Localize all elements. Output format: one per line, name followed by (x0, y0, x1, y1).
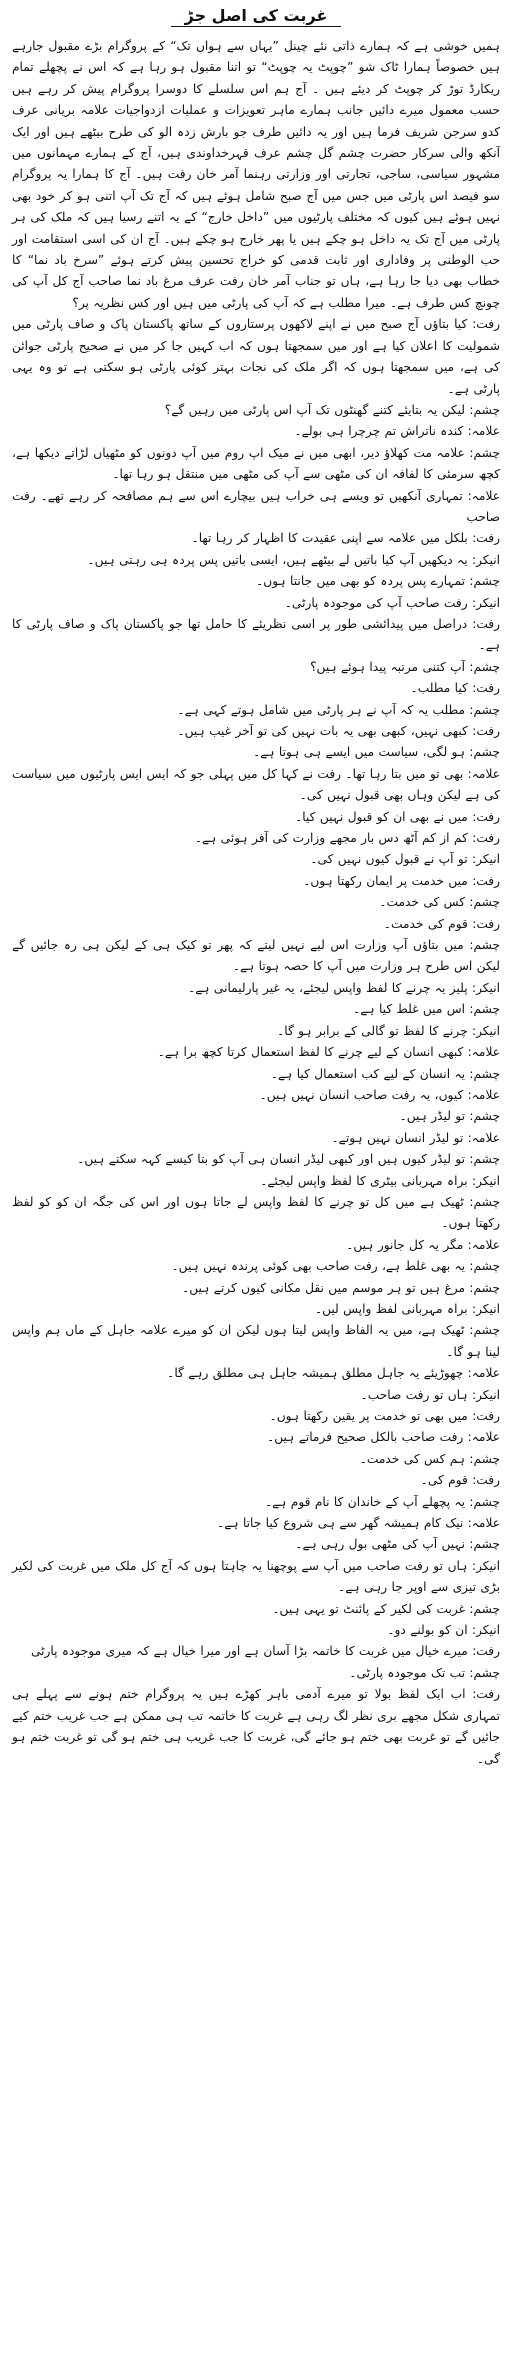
paragraph: رفت: کبھی نہیں، کبھی بھی یہ بات نہیں کی تو آخر غیب ہیں۔ (177, 724, 500, 738)
paragraph: انیکر: پلیز یہ چرنے کا لفظ واپس لیجئے، یہ غیر پارلیمانی ہے۔ (188, 980, 500, 995)
paragraph: چشم: مطلب یہ کہ آپ نے ہر پارٹی میں شامل ہوتے کہی ہے۔ (177, 702, 500, 717)
article-body (12, 36, 500, 1770)
paragraph: رفت: بلکل میں علامہ سے اپنی عقیدت کا اظہار کر رہا تھا۔ (191, 531, 500, 546)
paragraph: علامہ: کندہ ناتراش تم چرچرا ہی بولے۔ (294, 424, 500, 439)
paragraph: چشم: علامہ مت کھلاؤ دیر، ابھی میں نے میک اپ روم میں آپ دونوں کو مٹھیاں لڑاتے دیکھا ہے، کچھ سرمئی کا لفافہ ان کی مٹھی سے آپ کی مٹھی میں منتقل ہو رہا تھا۔ (12, 445, 500, 482)
title-wrap (12, 0, 500, 30)
paragraph: چشم: آپ کتنی مرتبہ پیدا ہوئے ہیں؟ (310, 659, 500, 674)
paragraph: چشم: ٹھیک ہے، میں یہ الفاظ واپس لیتا ہوں لیکن ان کو میرے علامہ جاہل کے ماں ہم واپس لینا ہو گا۔ (12, 1323, 500, 1359)
paragraph: انیکر: چرنے کا لفظ تو گالی کے برابر ہو گا۔ (277, 1023, 500, 1038)
paragraph: رفت: میں خدمت پر ایمان رکھتا ہوں۔ (303, 873, 500, 888)
paragraph: چشم: ہو لگی، سیاست میں ایسے ہی ہوتا ہے۔ (253, 745, 500, 760)
paragraph: علامہ: تو لیڈر انسان نہیں ہوتے۔ (331, 1130, 500, 1145)
paragraph: چشم: میں بتاؤں آپ وزارت اس لیے نہیں لیتے کہ پھر تو کیک ہی کے لیکن ہی رہ جائیں گے لیکن اس طرح ہر وزارت میں آپ کا حصہ ہوتا ہے۔ (12, 938, 500, 974)
paragraph: چشم: یہ بھی غلط ہے، رفت صاحب بھی کوئی پرندہ نہیں ہیں۔ (171, 1259, 500, 1274)
paragraph: علامہ: چھوڑیئے یہ جاہل مطلق ہمیشہ جاہل ہی مطلق رہے گا۔ (167, 1366, 500, 1381)
paragraph: چشم: نہیں آپ کی مٹھی بول رہی ہے۔ (295, 1537, 500, 1552)
paragraph: چشم: یہ انسان کے لیے کب استعمال کیا ہے۔ (270, 1066, 500, 1081)
paragraph: رفت: میرے خیال میں غربت کا خاتمہ بڑا آسان ہے اور میرا خیال ہے کہ میری موجودہ پارٹی (30, 1644, 500, 1659)
article-title: غربت کی اصل جڑ (171, 6, 342, 27)
paragraph: رفت: میں بھی تو خدمت پر یقین رکھتا ہوں۔ (269, 1409, 500, 1423)
paragraph: چشم: تمہارے پس پردہ کو بھی میں جانتا ہوں۔ (256, 574, 500, 589)
paragraph: چشم: لیکن یہ بتایئے کتنے گھنٹوں تک آپ اس پارٹی میں رہیں گے؟ (164, 402, 500, 417)
paragraph: انیکر: ہاں تو رفت صاحب میں آپ سے پوچھنا یہ چاہتا ہوں کہ آج کل ملک میں غربت کی لکیر بڑی تیزی سے اوپر جا رہی ہے۔ (12, 1558, 500, 1595)
paragraph: رفت: کیا بتاؤں آج صبح میں نے اپنے لاکھوں پرستاروں کے ساتھ پاکستان پاک و صاف پارٹی میں شمولیت کا اعلان کیا ہے اور میں سمجھتا ہوں کہ اب کہیں جا کر میں نے صحیح پارٹی جوائن کی ہے، میں سمجھتا ہوں کہ اگر ملک کی نجات بہتر کوئی پارٹی ہو سکتی ہے تو وہ یہی پارٹی ہے۔ (12, 317, 500, 396)
paragraph: رفت: قوم کی خدمت۔ (383, 916, 500, 931)
paragraph: ہمیں خوشی ہے کہ ہمارے ذاتی نئے چینل ”یہاں سے ہواں تک“ کے پروگرام بڑے مقبول جارہے ہیں خصوصاً ہمارا ٹاک شو ”چوپٹ یہ چوپٹ“ تو اتنا مقبول ہو رہا ہے کہ اس نے پچھلے تمام ریکارڈ توڑ کر چوپٹ کر دیئے ہیں ۔ آج ہم اس سلسلے کا دوسرا پروگرام پیش کر رہے ہیں حسب معمول میرے دائیں جانب ہمارے ماہر تعویزات و عملیات ازدواجیات علامہ بریانی عرف کدو سرجن شریف فرما ہیں اور یہ دائیں طرف جو بارش زدہ الو کی طرح بیٹھے ہیں اور ایک آنکھ والی سرکار حضرت چشم گل چشم عرف قہرخداوندی ہیں، آج کے ہمارے مہمانوں میں مشہور سیاسی، ساجی، تجارتی اور وزارتی رہنما آمر خان رفت ہیں۔ آج کا ہمارا یہ پروگرام سو فیصد اس پارٹی میں جس میں آج صبح شامل ہوئے ہیں کہ آج تک آپ اتنی ہو کر خود بھی نہیں ہوئے ہیں کیوں کہ مختلف پارٹیوں میں ”داخل خارج“ کے یہ اتنے رسیا ہیں کہ ملک کی ہر پارٹی میں آج تک یہ داخل ہو چکے ہیں یا پھر خارج ہو چکے ہیں۔ آج ان کی اسی استقامت اور حب الوطنی پر وفاداری اور ثابت قدمی کو خراج تحسین پیش کرتے ہوئے ”سرخ باد نما“ کا خطاب بھی دیا جا رہا ہے، ہاں تو جناب آمر خان رفت عرف مرغ باد نما صاحب آج کل آپ کی چونچ کس طرف ہے۔ میرا مطلب ہے کہ آپ کی پارٹی میں ہیں اور کس نظریہ پر؟ (12, 39, 500, 310)
paragraph: رفت: میں نے بھی ان کو قبول نہیں کیا۔ (295, 809, 500, 824)
paragraph: علامہ: نیک کام ہمیشہ گھر سے ہی شروع کیا جاتا ہے۔ (217, 1516, 500, 1531)
paragraph: رفت: دراصل میں پیدائشی طور پر اسی نظریئے کا حامل تھا جو پاکستان پاک و صاف پارٹی کا ہے۔ (12, 616, 500, 653)
paragraph: رفت: کیا مطلب۔ (410, 681, 500, 696)
paragraph: چشم: اس میں غلط کیا ہے۔ (353, 1002, 500, 1017)
paragraph: چشم: یہ پچھلے آپ کے خاندان کا نام قوم ہے۔ (264, 1494, 500, 1509)
paragraph: انیکر: تو آپ نے قبول کیوں نہیں کی۔ (310, 852, 500, 867)
paragraph: علامہ: بھی تو میں بتا رہا تھا۔ رفت نے کہا کل میں پہلی جو کہ ایس ایس پارٹیوں میں سیاست کی ہے لیکن وہاں بھی قبول نہیں کی۔ (12, 766, 500, 803)
paragraph: چشم: تب تک موجودہ پارٹی۔ (349, 1665, 500, 1680)
paragraph: انیکر: ان کو بولنے دو۔ (387, 1623, 500, 1638)
paragraph: چشم: تو لیڈر کیوں ہیں اور کبھی لیڈر انسان ہی آپ کو بتا کیسے کہہ سکتے ہیں۔ (77, 1152, 500, 1167)
paragraph: چشم: ٹھیک ہے میں کل تو چرنے کا لفظ واپس لے جاتا ہوں اور اس کی جگہ ان کو کو لفظ رکھتا ہوں۔ (12, 1194, 500, 1231)
paragraph: انیکر: یہ دیکھیں آپ کیا باتیں لے بیٹھے ہیں، ایسی باتیں پس پردہ ہی رہتی ہیں۔ (87, 552, 500, 567)
paragraph: علامہ: کیوں، یہ رفت صاحب انسان نہیں ہیں۔ (259, 1087, 500, 1102)
paragraph: چشم: غربت کی لکیر کے پائنٹ تو یہی ہیں۔ (272, 1601, 500, 1616)
paragraph: علامہ: کبھی انسان کے لیے چرنے کا لفظ استعمال کرتا کچھ برا ہے۔ (157, 1045, 500, 1060)
paragraph: چشم: ہم کس کی خدمت۔ (359, 1451, 500, 1466)
paragraph: رفت: قوم کی۔ (420, 1473, 500, 1488)
paragraph: انیکر: ہاں تو رفت صاحب۔ (360, 1387, 500, 1402)
paragraph: انیکر: براہ مہربانی لفظ واپس لیں۔ (314, 1301, 500, 1316)
paragraph: انیکر: رفت صاحب آپ کی موجودہ پارٹی۔ (284, 595, 500, 610)
paragraph: انیکر: براہ مہربانی بیٹری کا لفظ واپس لیجئے۔ (260, 1173, 500, 1188)
paragraph: چشم: مرغ ہیں تو ہر موسم میں نقل مکانی کیوں کرتے ہیں۔ (182, 1280, 500, 1295)
paragraph: علامہ: مگر یہ کل جانور ہیں۔ (346, 1237, 500, 1252)
paragraph: علامہ: تمہاری آنکھیں تو ویسے ہی خراب ہیں بیچارے اس سے ہم مصافحہ کر رہے تھے۔ رفت صاحب (12, 488, 500, 524)
paragraph: چشم: کس کی خدمت۔ (379, 895, 500, 910)
paragraph: علامہ: رفت صاحب بالکل صحیح فرماتے ہیں۔ (267, 1430, 500, 1445)
paragraph: رفت: اب ایک لفظ بولا تو میرے آدمی باہر کھڑے ہیں یہ پروگرام ختم ہونے سے پہلے ہی تمہاری شکل مجھے بری نظر لگ رہی ہے غربت کا خاتمہ تب ہی ممکن ہے جب غریب ختم کیے جائیں گے تو غربت بھی ختم ہو جائے گی، غربت کا جب غریب ہی ختم ہو گی تو غربت ختم ہو گی۔ (12, 1687, 500, 1766)
paragraph: رفت: کم از کم آٹھ دس بار مجھے وزارت کی آفر ہوئی ہے۔ (194, 831, 500, 846)
paragraph: چشم: تو لیڈر ہیں۔ (399, 1109, 500, 1124)
